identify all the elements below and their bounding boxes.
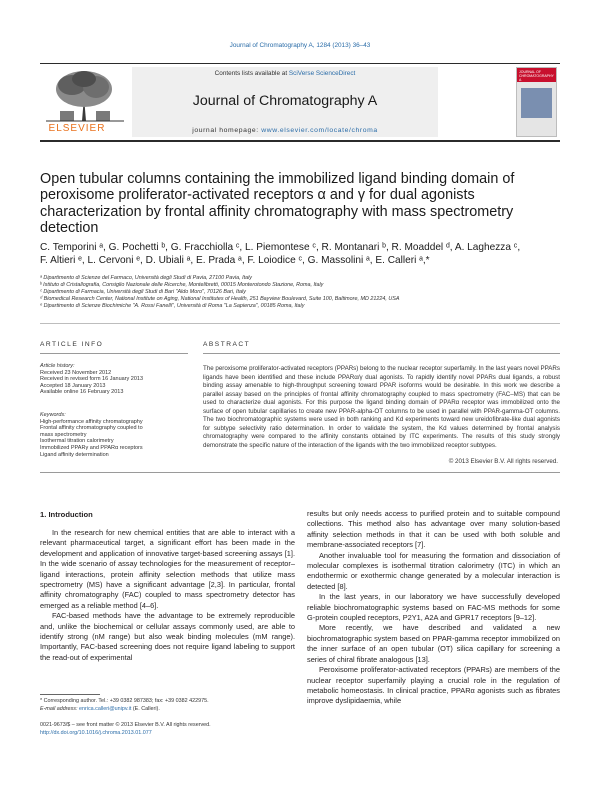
history-revised: Received in revised form 16 January 2013 [40, 376, 144, 383]
affiliation-e: ᵉ Dipartimento di Scienze Biochimiche "A. Rossi Fanelli", Università di Roma "La Sapienza", 00185 Roma, Italy [40, 303, 305, 309]
email-link[interactable]: enrica.calleri@unipv.it [78, 706, 132, 712]
authors [40, 242, 560, 267]
abstract-heading: ABSTRACT [203, 341, 251, 348]
elsevier-wordmark: ELSEVIER [48, 123, 106, 134]
doi-url[interactable]: http://dx.doi.org/10.1016/j.chroma.2013.01.077 [40, 730, 152, 736]
footnote-rule [40, 694, 100, 695]
paragraph: More recently, we have described and validated a new biochromatographic system based on PPAR-gamma receptor immobilized on the inner surface of an open tubular (OT) silica capillary for screening a series of chiral fibrate analogous [13]. [307, 623, 560, 664]
affiliation-c: ᶜ Dipartimento di Farmacia, Università degli Studi di Bari "Aldo Moro", 70126 Bari, Italy [40, 289, 246, 295]
body-right-column [307, 509, 560, 707]
journal-title: Journal of Chromatography A [192, 93, 378, 109]
paragraph: In the last years, in our laboratory we have successfully developed reliable biochromatographic systems based on FAC-MS methods for some G-protein coupled receptors, P2Y1, A2A and GPR17 receptors [9–12]. [307, 592, 560, 623]
contents-prefix: Contents lists available at [214, 70, 289, 77]
journal-cover-thumbnail[interactable] [516, 67, 557, 137]
paragraph: FAC-based methods have the advantage to be extremely reproducible and, unlike the biochemical or cellular assays commonly used, are able to identify strong (nM range) but also weak binding molecules (mM range). Importantly, FAC-based screening does not require ligand labeling to support the read-out of experimental [40, 611, 295, 662]
contents-line [132, 70, 438, 77]
article-title: Open tubular columns containing the immobilized ligand binding domain of peroxisome proliferator-activated receptors α and γ for dual agonists characterization by frontal affinity chromatography with mass spectrometry detection [40, 171, 515, 237]
keywords [40, 412, 190, 458]
journal-citation[interactable]: Journal of Chromatography A, 1284 (2013) 36–43 [229, 42, 371, 49]
keyword-item: Frontal affinity chromatography coupled to [40, 425, 143, 432]
keyword-item: High-performance affinity chromatography [40, 418, 143, 425]
paragraph: In the research for new chemical entities that are able to interact with a relevant pharmaceutical target, a significant effort has been made in the development and application of innovative target-based screening assays [1]. In the wide scenario of assay technologies for the measurement of receptor–ligand interactions, protein affinity selection methods that utilize mass spectrometry (MS) have a significant advantage [2,3]. In particular, frontal affinity chromatography (FAC) coupled to mass spectrometry detector has emerged as a reliable method [4–6]. [40, 528, 295, 610]
doi-link[interactable] [40, 730, 295, 737]
homepage-link[interactable]: www.elsevier.com/locate/chroma [261, 127, 378, 134]
keyword-item: Immobilized PPARγ and PPARα receptors [40, 444, 143, 451]
body-left-column [40, 528, 295, 663]
paragraph: Peroxisome proliferator-activated receptors (PPARs) are members of the nuclear receptor superfamily playing a crucial role in the regulation of metabolic homeostasis. In clinical practice, PPARα agonists such as fibrates improve dyslipidaemia, while [307, 665, 560, 706]
abstract-bottom-rule [40, 472, 560, 473]
affiliation-b: ᵇ Istituto di Cristallografia, Consiglio Nazionale delle Ricerche, Montelibretti, 00015 Monterotondo Stazione, Roma, Italy [40, 282, 324, 288]
abstract-rule [203, 353, 560, 354]
cover-image [521, 88, 552, 118]
affiliation-d: ᵈ Biomedical Research Center, National Institute on Aging, National Institutes of Health, 251 Bayview Boulevard, Suite 100, Baltimore, MD 21224, USA [40, 296, 400, 302]
sciencedirect-link[interactable]: SciVerse ScienceDirect [288, 70, 356, 77]
section-heading-introduction: 1. Introduction [40, 510, 93, 519]
journal-homepage [132, 127, 438, 134]
corresponding-author-note: * Corresponding author. Tel.: +39 0382 987383; fax: +39 0382 422975. [40, 698, 209, 704]
history-received: Received 23 November 2012 [40, 369, 112, 376]
keyword-item: mass spectrometry [40, 431, 87, 438]
homepage-prefix: journal homepage: [192, 127, 262, 134]
keywords-label: Keywords: [40, 412, 66, 418]
article-info-rule [40, 353, 188, 354]
copyright-notice: © 2013 Elsevier B.V. All rights reserved. [448, 458, 558, 465]
cover-title: JOURNAL OF CHROMATOGRAPHY A [519, 70, 554, 82]
affiliation-a: ᵃ Dipartimento di Scienze del Farmaco, Università degli Studi di Pavia, 27100 Pavia, Italy [40, 275, 252, 281]
keyword-item: Ligand affinity determination [40, 451, 109, 458]
history-accepted: Accepted 18 January 2013 [40, 382, 106, 389]
email-note [40, 706, 295, 713]
article-history [40, 363, 190, 396]
email-suffix: (E. Calleri). [131, 706, 160, 712]
abstract-text: The peroxisome proliferator-activated receptors (PPARs) belong to the nuclear receptor superfamily. In the last years novel PPARs ligands have been identified and these include PPARα/γ dual agonists. To rapidly identify novel PPARs dual ligands, a robust binding assay amenable to high-throughput screening toward PPAR isoforms would be desirable. In this work we describe a parallel assay based on the principles of frontal affinity chromatography coupled to mass spectrometry (FAC–MS) that can be used to characterize dual agonists. For this purpose the ligand binding domain of PPARα receptor was immobilized onto the surface of open tubular capillaries to create new PPAR-alpha-OT columns to be used in parallel with PPAR-gamma-OT columns. The two biochromatographic systems were used in both ranking and Kd experiments toward new ureidofibrate-like dual agonists for subtype selectivity ratio determination. In order to validate the system, the Kd values determined by frontal analysis chromatography were compared to the affinity constants obtained by ITC experiments. The results of this study strongly demonstrate the specific nature of the interaction of the ligands with the two immobilized receptor subtypes. [203, 365, 560, 449]
authors-line-1: C. Temporini ᵃ, G. Pochetti ᵇ, G. Fracchiolla ᶜ, L. Piemontese ᶜ, R. Montanari ᵇ, R. Moaddel ᵈ, A. Laghezza ᶜ, [40, 242, 521, 253]
header-bottom-rule [40, 140, 560, 142]
paragraph: Another invaluable tool for measuring the formation and dissociation of molecular complexes is isothermal titration calorimetry (ITC) in which an endothermic or exothermic change generated by a molecular interaction is detected [8]. [307, 550, 560, 591]
tree-icon [42, 67, 128, 123]
issn-line: 0021-9673/$ – see front matter © 2013 Elsevier B.V. All rights reserved. [40, 722, 211, 728]
paragraph-continued: results but only needs access to purified protein and to suitable compound collections. This method also has advantage over many solution-based affinity selection methods in that it can be used with both soluble and membrane-associated receptors [7]. [307, 509, 560, 550]
header-top-rule [40, 63, 560, 64]
authors-line-2: F. Altieri ᵉ, L. Cervoni ᵉ, D. Ubiali ᵃ, E. Prada ᵃ, F. Loiodice ᶜ, G. Massolini ᵃ, E. Calleri ᵃ,* [40, 254, 430, 266]
article-info-heading: ARTICLE INFO [40, 341, 104, 348]
affiliation-divider [40, 323, 560, 324]
history-online: Available online 16 February 2013 [40, 389, 124, 396]
keyword-item: Isothermal titration calorimetry [40, 438, 114, 445]
email-label: E-mail address: [40, 706, 79, 712]
history-label: Article history: [40, 363, 75, 369]
